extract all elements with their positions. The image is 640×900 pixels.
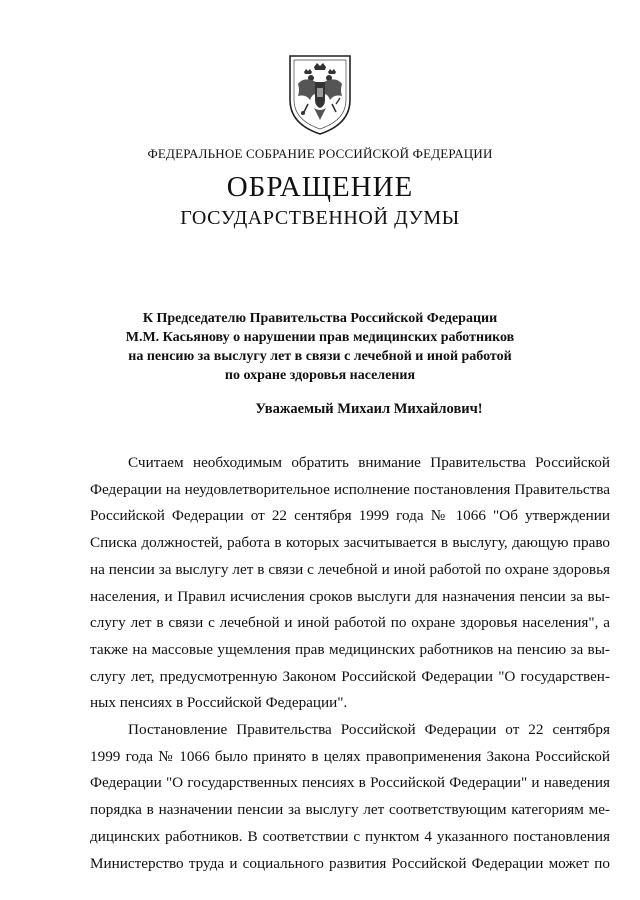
text-line: на пенсии за выслугу лет в связи с лечебной и иной работой по охране здоровья xyxy=(90,560,610,578)
text-line: также на массовые ущемления прав медицинских работников на пенсию за вы- xyxy=(90,640,610,658)
addressee-block xyxy=(60,309,580,385)
text-line: порядка в назначении пенсии за выслугу лет соответствующим категориям ме- xyxy=(90,801,610,819)
paragraph-1 xyxy=(90,450,610,717)
text-line: дицинских работников. В соответствии с пунктом 4 указанного постановления xyxy=(90,827,610,845)
text-line: Списка должностей, работа в которых засчитывается в выслугу, дающую право xyxy=(90,534,610,552)
text-line: Считаем необходимым обратить внимание Правительства Российской xyxy=(128,454,610,471)
text-line: населения, и Правил исчисления сроков выслуги для назначения пенсии за вы- xyxy=(90,587,610,605)
addressee-line: по охране здоровья населения xyxy=(224,368,416,383)
document-subtitle: ГОСУДАРСТВЕННОЙ ДУМЫ xyxy=(180,207,460,229)
addressee-line: К Председателю Правительства Российской Федерации xyxy=(142,311,498,326)
text-line: Федерации "О государственных пенсиях в Российской Федерации" и наведения xyxy=(90,774,610,792)
paragraph-2 xyxy=(90,717,610,877)
text-line: Постановление Правительства Российской Федерации от 22 сентября xyxy=(128,721,610,739)
text-line: слугу лет, предусмотренную Законом Российской Федерации "О государствен- xyxy=(90,667,610,685)
body-text xyxy=(90,450,610,877)
text-line: 1999 года № 1066 было принято в целях правоприменения Закона Российской xyxy=(90,747,610,765)
addressee-line: М.М. Касьянову о нарушении прав медицинских работников xyxy=(125,330,515,345)
text-line: Министерство труда и социального развития Российской Федерации может по xyxy=(90,854,610,872)
organization-name: ФЕДЕРАЛЬНОЕ СОБРАНИЕ РОССИЙСКОЙ ФЕДЕРАЦИИ xyxy=(147,146,493,161)
text-line: Российской Федерации от 22 сентября 1999 года № 1066 "Об утверждении xyxy=(90,507,610,525)
text-line: Федерации на неудовлетворительное исполнение постановления Правительства xyxy=(90,480,610,498)
greeting: Уважаемый Михаил Михайлович! xyxy=(255,401,483,417)
russian-coat-of-arms-icon xyxy=(286,50,354,136)
text-line: слугу лет в связи с лечебной и иной работой по охране здоровья населения", а xyxy=(90,614,610,632)
document-title: ОБРАЩЕНИЕ xyxy=(226,171,414,203)
addressee-line: на пенсию за выслугу лет в связи с лечебной и иной работой xyxy=(128,349,512,364)
text-line: ных пенсиях в Российской Федерации". xyxy=(90,694,348,712)
